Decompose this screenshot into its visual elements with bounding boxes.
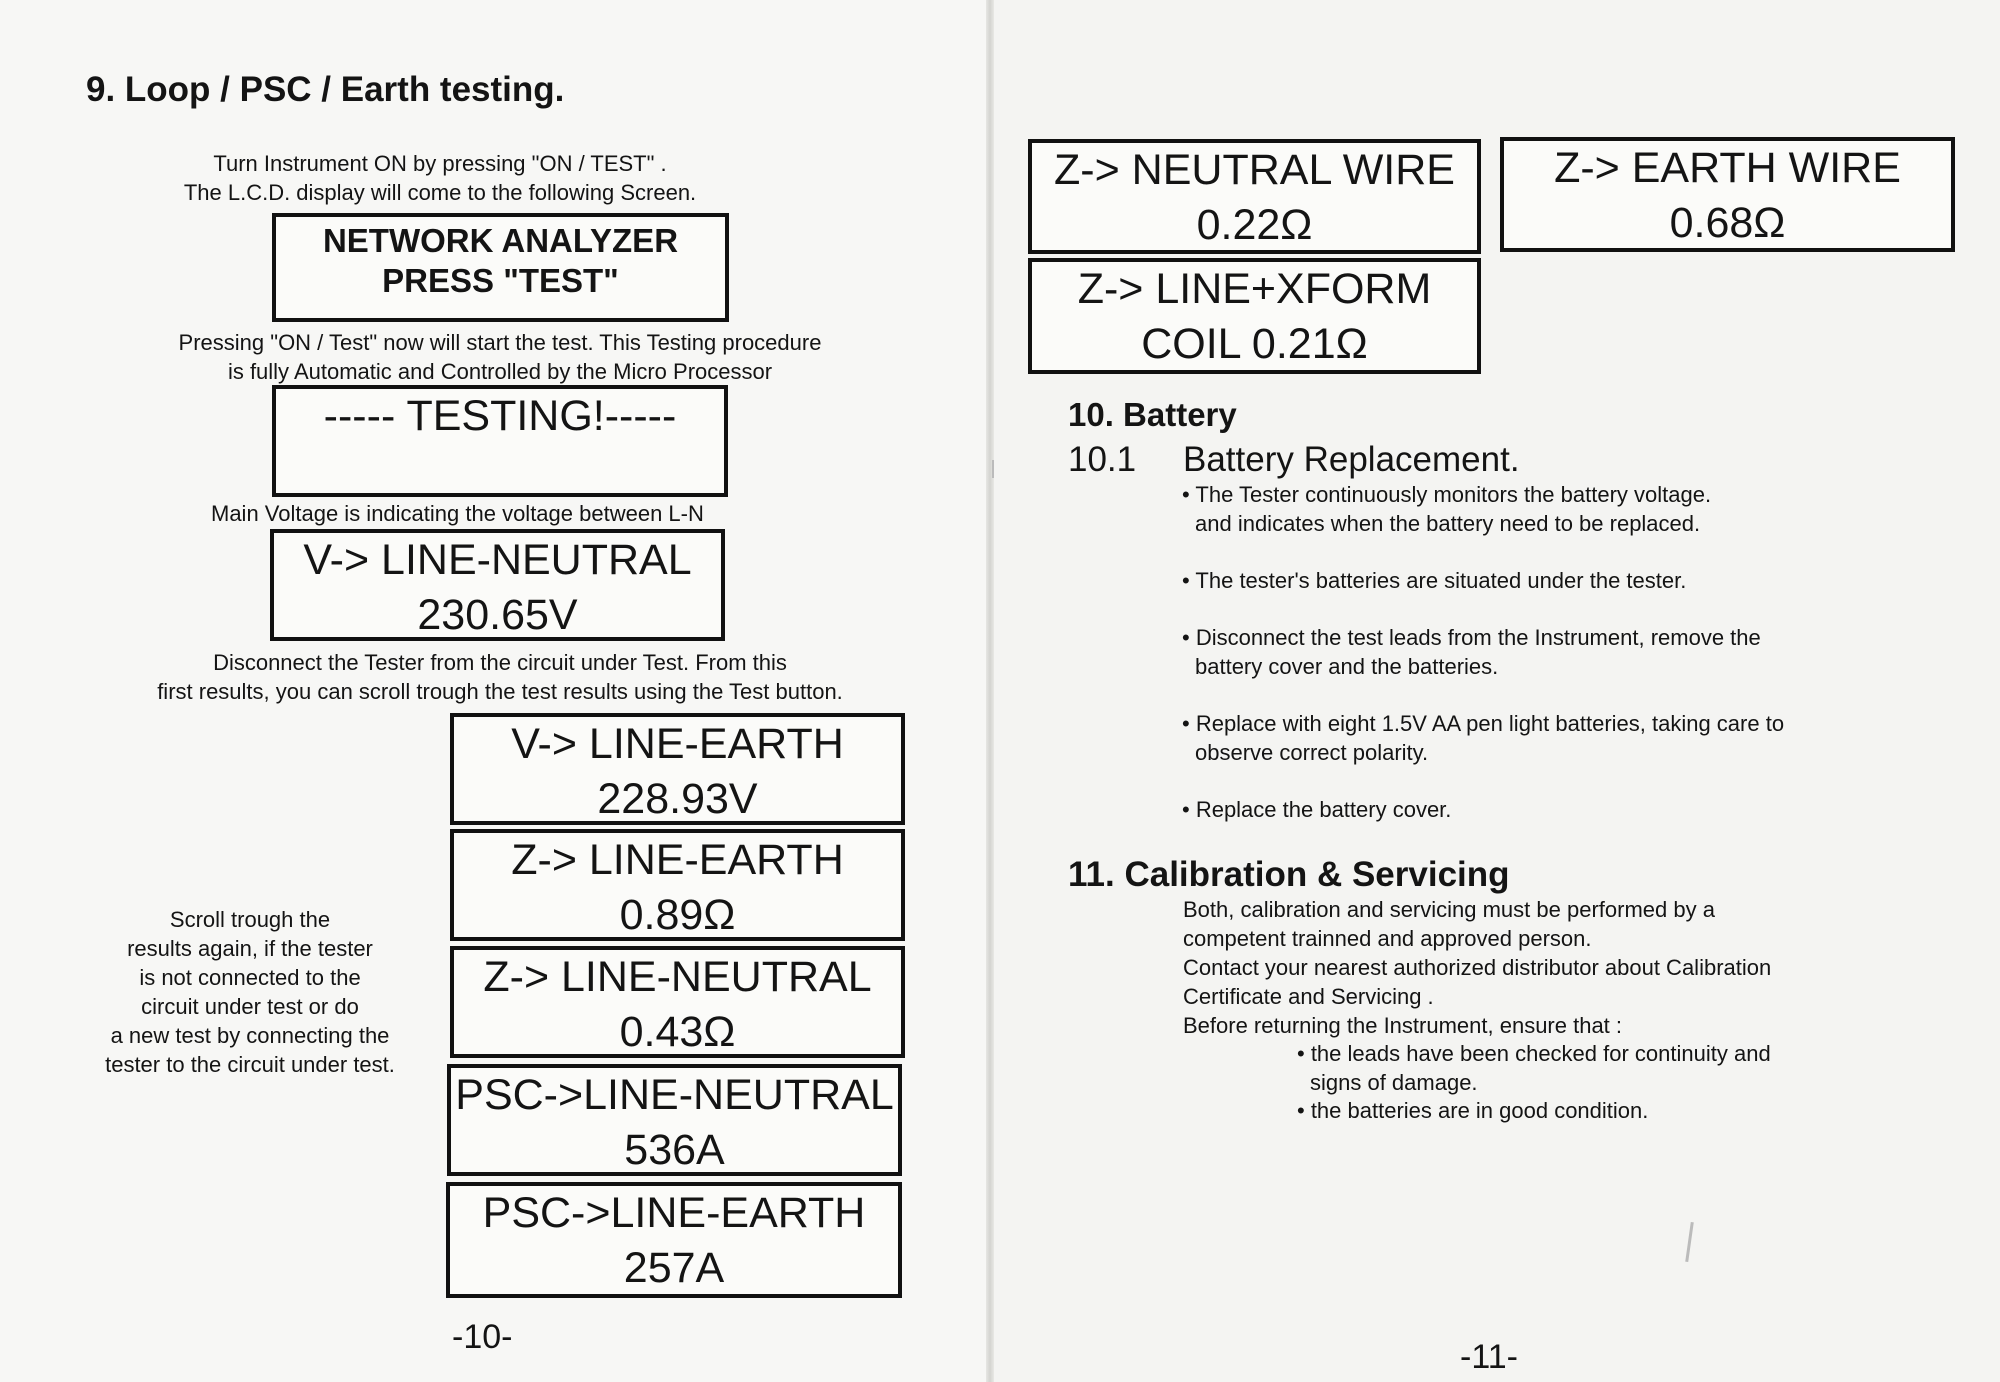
calibration-line: Certificate and Servicing . <box>1183 984 1434 1009</box>
lcd-line-2: 536A <box>624 1126 725 1174</box>
battery-bullet <box>1182 480 1711 538</box>
disconnect-text <box>80 648 920 706</box>
bullet-line: • Replace with eight 1.5V AA pen light batteries, taking care to <box>1182 711 1785 736</box>
main-voltage-text: Main Voltage is indicating the voltage between L-N <box>211 501 704 526</box>
lcd-display-line-xform <box>1028 258 1481 374</box>
battery-bullet <box>1182 795 1451 824</box>
disconnect-line-1: Disconnect the Tester from the circuit under Test. From this <box>213 650 787 675</box>
subsection-number: 10.1 <box>1068 440 1137 479</box>
lcd-line-1: V-> LINE-NEUTRAL <box>303 536 692 584</box>
lcd-result-z-line-earth <box>450 829 905 941</box>
lcd-result-psc-line-neutral <box>447 1064 902 1176</box>
lcd-result-v-line-earth <box>450 713 905 825</box>
lcd-line-2: COIL 0.21Ω <box>1141 320 1368 368</box>
lcd-display-testing <box>272 385 728 497</box>
calibration-line: competent trainned and approved person. <box>1183 926 1592 951</box>
calibration-line: Contact your nearest authorized distributor about Calibration <box>1183 955 1772 980</box>
subsection-title: Battery Replacement. <box>1183 440 1520 479</box>
lcd-result-z-line-neutral <box>450 946 905 1058</box>
lcd-result-psc-line-earth <box>446 1182 902 1298</box>
lcd-line-1: NETWORK ANALYZER <box>322 222 679 259</box>
scroll-note-line: is not connected to the <box>139 965 361 990</box>
lcd-line-2: 257A <box>623 1244 725 1292</box>
bullet-line: • the batteries are in good condition. <box>1297 1098 1649 1123</box>
bullet-line: signs of damage. <box>1310 1070 1478 1095</box>
lcd-display-earth-wire <box>1500 137 1955 252</box>
lcd-line-1: Z-> EARTH WIRE <box>1554 144 1901 192</box>
intro-line-2: The L.C.D. display will come to the following Screen. <box>183 180 697 205</box>
lcd-line-2: 228.93V <box>597 775 758 823</box>
lcd-line-2: 230.65V <box>417 591 578 639</box>
lcd-line-2: PRESS "TEST" <box>382 262 619 299</box>
lcd-display-neutral-wire <box>1028 139 1481 254</box>
disconnect-line-2: first results, you can scroll trough the test results using the Test button. <box>157 679 843 704</box>
bullet-line: battery cover and the batteries. <box>1195 654 1499 679</box>
scroll-note-line: a new test by connecting the <box>110 1023 390 1048</box>
pressing-text <box>90 328 910 386</box>
lcd-line-1: Z-> NEUTRAL WIRE <box>1054 146 1455 194</box>
section-11-title: 11. Calibration & Servicing <box>1068 855 1510 894</box>
bullet-line: • The tester's batteries are situated under the tester. <box>1182 568 1687 593</box>
lcd-line-1: PSC->LINE-NEUTRAL <box>455 1071 894 1119</box>
lcd-line-1: Z-> LINE-EARTH <box>511 836 844 884</box>
lcd-line-2: 0.89Ω <box>619 891 736 939</box>
book-spine <box>986 0 994 1382</box>
lcd-line-1: Z-> LINE+XFORM <box>1077 265 1432 313</box>
intro-line-1: Turn Instrument ON by pressing "ON / TEST" . <box>213 151 667 176</box>
lcd-display-v-line-neutral <box>270 529 725 641</box>
pressing-line-2: is fully Automatic and Controlled by the Micro Processor <box>227 359 773 384</box>
pressing-line-1: Pressing "ON / Test" now will start the test. This Testing procedure <box>178 330 822 355</box>
battery-bullet <box>1182 709 1784 767</box>
section-10-title: 10. Battery <box>1068 396 1237 433</box>
lcd-line-1: Z-> LINE-NEUTRAL <box>483 953 872 1001</box>
calibration-bullet <box>1297 1039 1771 1097</box>
lcd-line-2: 0.22Ω <box>1196 201 1313 249</box>
bullet-line: • The Tester continuously monitors the battery voltage. <box>1182 482 1712 507</box>
lcd-line-2: 0.43Ω <box>619 1008 736 1056</box>
bullet-line: • Replace the battery cover. <box>1182 797 1452 822</box>
lcd-line-1: V-> LINE-EARTH <box>511 720 844 768</box>
calibration-text <box>1183 895 1771 1040</box>
scroll-note-line: Scroll trough the <box>169 907 331 932</box>
lcd-display-start <box>272 213 729 322</box>
intro-text <box>140 149 740 207</box>
lcd-line-1: PSC->LINE-EARTH <box>482 1189 866 1237</box>
scroll-note-line: tester to the circuit under test. <box>105 1052 395 1077</box>
bullet-line: • Disconnect the test leads from the Instrument, remove the <box>1182 625 1761 650</box>
lcd-line-2: 0.68Ω <box>1669 199 1786 247</box>
page-number-right: -11- <box>1460 1338 1518 1376</box>
scroll-note-line: results again, if the tester <box>127 936 373 961</box>
calibration-line: Before returning the Instrument, ensure that : <box>1183 1013 1623 1038</box>
scroll-note-line: circuit under test or do <box>141 994 359 1019</box>
bullet-line: observe correct polarity. <box>1195 740 1429 765</box>
calibration-line: Both, calibration and servicing must be performed by a <box>1183 897 1715 922</box>
page-number-left: -10- <box>452 1318 513 1356</box>
calibration-bullet <box>1297 1096 1648 1125</box>
section-9-title: 9. Loop / PSC / Earth testing. <box>86 70 565 109</box>
battery-bullet <box>1182 566 1686 595</box>
bullet-line: • the leads have been checked for continuity and <box>1297 1041 1771 1066</box>
scan-mark <box>992 460 994 478</box>
bullet-line: and indicates when the battery need to be replaced. <box>1195 511 1701 536</box>
scroll-note <box>70 905 430 1079</box>
lcd-line-1: ----- TESTING!----- <box>323 392 677 440</box>
battery-bullet <box>1182 623 1761 681</box>
